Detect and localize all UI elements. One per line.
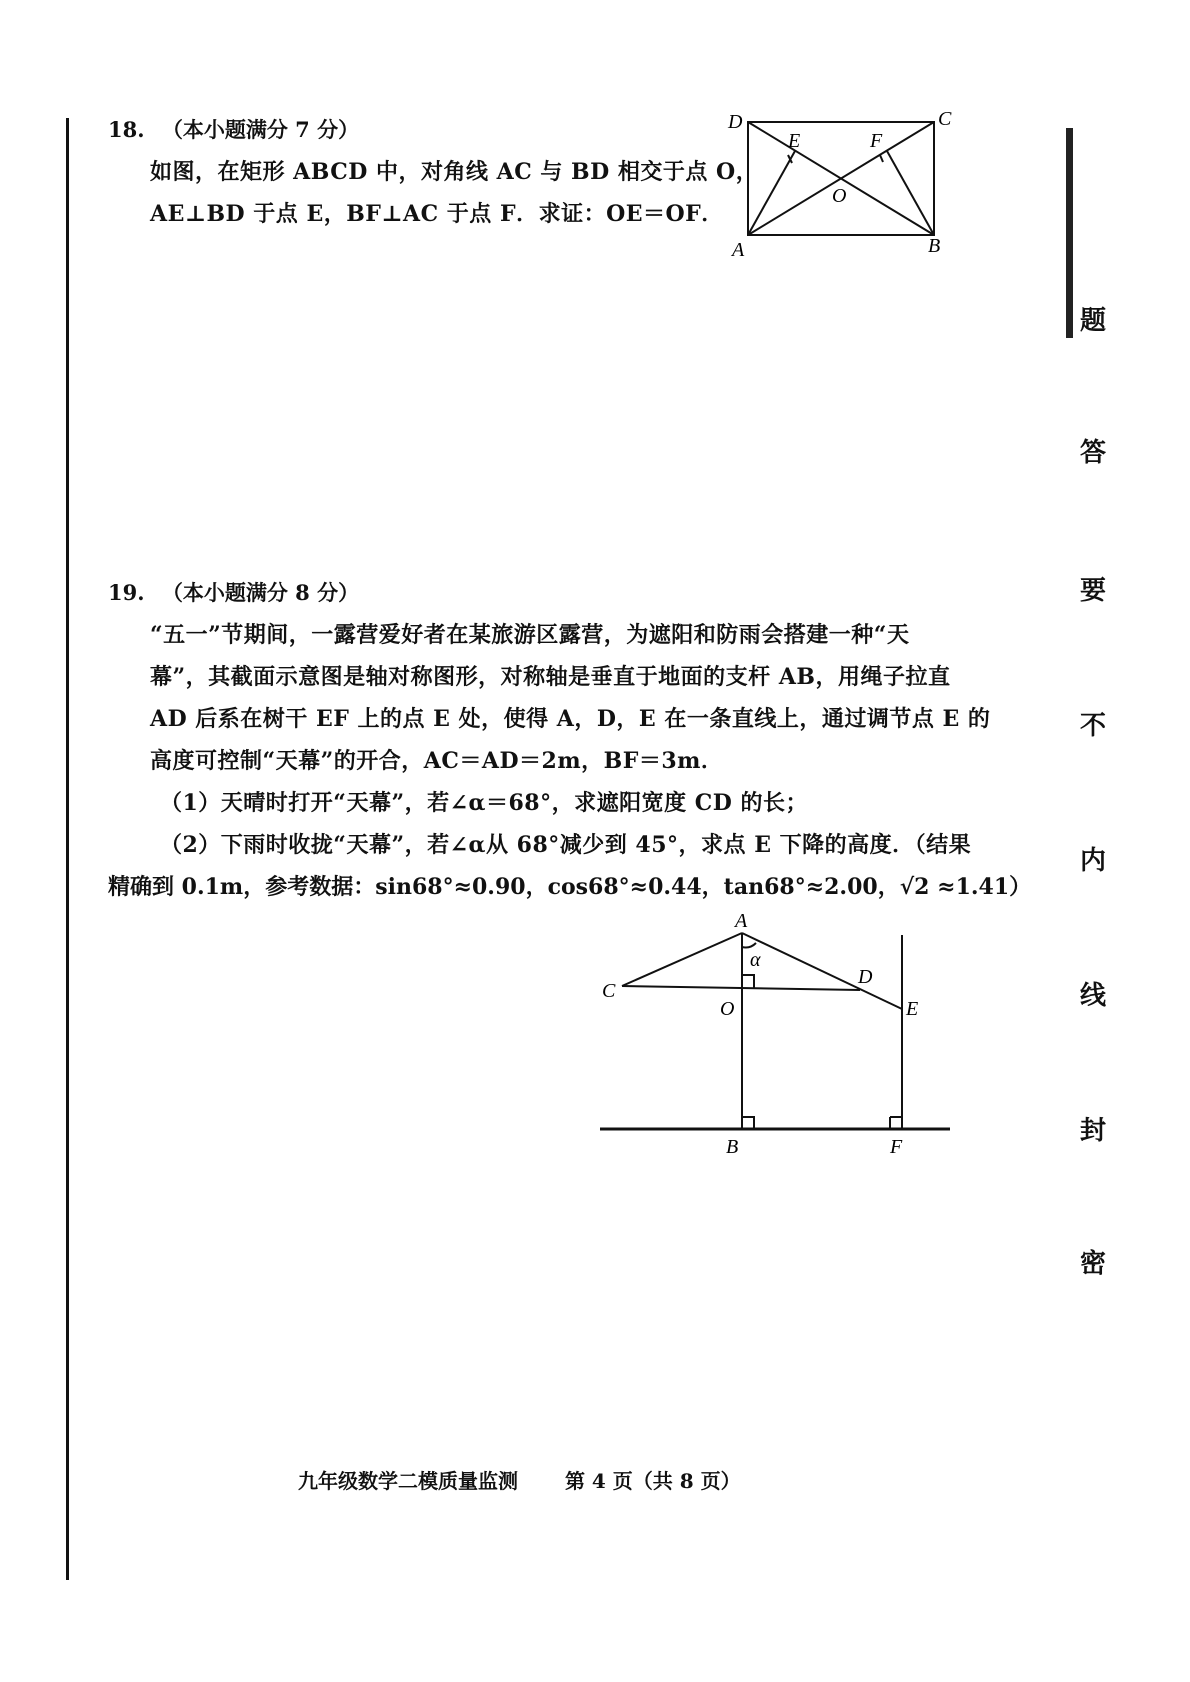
segment-bf bbox=[887, 151, 934, 235]
label-o: O bbox=[720, 998, 735, 1020]
q19-part-2: （2）下雨时收拢“天幕”，若∠α从 68°减少到 45°，求点 E 下降的高度．（结果 bbox=[160, 832, 972, 858]
label-e: E bbox=[906, 998, 919, 1020]
footer-title: 九年级数学二模质量监测 bbox=[298, 1469, 518, 1493]
q18-score: （本小题满分 7 分） bbox=[161, 117, 360, 142]
label-o: O bbox=[832, 185, 847, 207]
seal-char-ti: 题 bbox=[1080, 306, 1107, 336]
label-a: A bbox=[735, 910, 748, 932]
q19-text-line-1: “五一”节期间，一露营爱好者在某旅游区露营，为遮阳和防雨会搭建一种“天 bbox=[150, 622, 910, 648]
seal-char-mi: 密 bbox=[1080, 1249, 1107, 1279]
q19-score: （本小题满分 8 分） bbox=[161, 580, 360, 605]
label-d: D bbox=[728, 111, 743, 133]
footer-page: 第 4 页（共 8 页） bbox=[564, 1469, 741, 1493]
footer bbox=[298, 1465, 741, 1494]
label-e: E bbox=[788, 130, 801, 152]
q19-figure bbox=[590, 905, 960, 1165]
seal-char-feng: 封 bbox=[1080, 1116, 1107, 1146]
q19-number: 19. bbox=[108, 580, 145, 605]
q19-text-line-4: 高度可控制“天幕”的开合，AC＝AD＝2m，BF＝3m． bbox=[150, 748, 724, 774]
seal-char-bu: 不 bbox=[1080, 711, 1107, 741]
q19-part-1: （1）天晴时打开“天幕”，若∠α＝68°，求遮阳宽度 CD 的长； bbox=[160, 790, 809, 816]
q18-number: 18. bbox=[108, 117, 145, 142]
angle-alpha-arc bbox=[742, 943, 756, 948]
seal-char-yao: 要 bbox=[1080, 576, 1107, 606]
segment-ac bbox=[622, 933, 742, 986]
q18-header bbox=[108, 114, 359, 144]
right-angle-mark-o bbox=[742, 975, 754, 988]
seal-char-xian: 线 bbox=[1080, 981, 1107, 1011]
seal-char-nei: 内 bbox=[1080, 846, 1107, 876]
segment-ae bbox=[748, 151, 795, 235]
seal-char-da: 答 bbox=[1080, 438, 1107, 468]
label-f: F bbox=[870, 130, 883, 152]
right-angle-mark-f bbox=[880, 155, 883, 162]
segment-ae bbox=[742, 933, 902, 1009]
q19-text-line-3: AD 后系在树干 EF 上的点 E 处，使得 A，D，E 在一条直线上，通过调节点 E 的 bbox=[150, 706, 991, 732]
label-f: F bbox=[890, 1136, 903, 1158]
label-b: B bbox=[726, 1136, 739, 1158]
label-c: C bbox=[938, 108, 952, 130]
q19-header bbox=[108, 577, 359, 607]
right-angle-mark-f bbox=[890, 1117, 902, 1129]
binding-margin-line bbox=[66, 118, 69, 1580]
label-a: A bbox=[732, 239, 745, 261]
q19-part-2-continued: 精确到 0.1m，参考数据：sin68°≈0.90，cos68°≈0.44，tan68°≈2.00，√2 ≈1.41） bbox=[108, 874, 1032, 900]
q18-text-line-2: AE⊥BD 于点 E，BF⊥AC 于点 F．求证：OE＝OF． bbox=[150, 201, 724, 227]
label-d: D bbox=[858, 966, 873, 988]
label-b: B bbox=[928, 235, 941, 257]
q19-text-line-2: 幕”，其截面示意图是轴对称图形，对称轴是垂直于地面的支杆 AB，用绳子拉直 bbox=[150, 664, 951, 690]
q18-figure bbox=[720, 105, 970, 265]
label-alpha: α bbox=[750, 949, 761, 971]
q18-text-line-1: 如图，在矩形 ABCD 中，对角线 AC 与 BD 相交于点 O， bbox=[150, 159, 759, 185]
right-angle-mark-b bbox=[742, 1117, 754, 1129]
seal-line-bar bbox=[1066, 128, 1073, 338]
label-c: C bbox=[602, 980, 616, 1002]
